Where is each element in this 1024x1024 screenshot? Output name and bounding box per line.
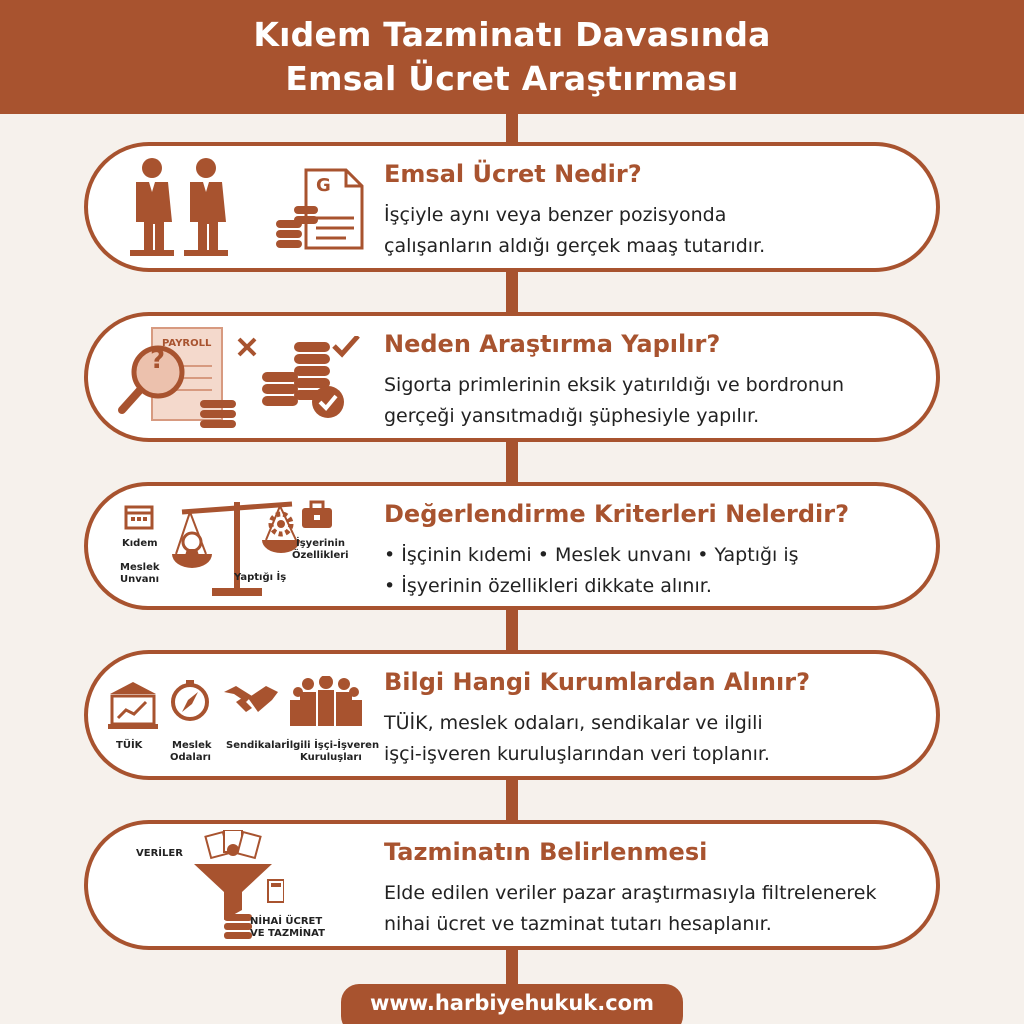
documents-icon (205, 830, 260, 858)
card-4-text-line-1: TÜİK, meslek odaları, sendikalar ve ilgili (384, 712, 763, 734)
card-2-illustration (118, 316, 378, 438)
scale-icon (172, 494, 302, 600)
card-neden-arastirma (84, 312, 940, 442)
payroll-label: PAYROLL (162, 338, 212, 349)
card-5-text-line-2: nihai ücret ve tazminat tutarı hesaplanır. (384, 913, 772, 935)
card-bilgi-kurumlar (84, 650, 940, 780)
card-1-text-line-2: çalışanların aldığı gerçek maaş tutarıdır. (384, 235, 766, 257)
label-ilgili-2: Kuruluşları (300, 752, 362, 763)
connector-line (506, 778, 518, 822)
website-url[interactable]: www.harbiyehukuk.com (341, 984, 683, 1024)
label-meslek-1: Meslek (120, 562, 160, 573)
label-ilgili-1: İlgili İşçi-İşveren (286, 740, 380, 751)
compass-icon (168, 678, 212, 722)
calendar-icon (124, 502, 154, 530)
worker-icon (182, 156, 230, 258)
page-title-line-1: Kıdem Tazminatı Davasında (253, 15, 771, 54)
label-nihai-2: VE TAZMİNAT (250, 928, 325, 939)
label-veriler: VERİLER (136, 848, 183, 859)
label-sendikalar: Sendikalar (226, 740, 287, 751)
label-meslek-1: Meslek (172, 740, 212, 751)
card-3-title: Değerlendirme Kriterleri Nelerdir? (384, 500, 849, 528)
card-1-illustration (118, 146, 378, 268)
worker-icon (128, 156, 176, 258)
connector-line (506, 608, 518, 652)
connector-line (506, 114, 518, 144)
card-1-text-line-1: İşçiyle aynı veya benzer pozisyonda (384, 204, 727, 226)
cross-icon (236, 336, 258, 358)
page-title-line-2: Emsal Ücret Araştırması (285, 59, 739, 98)
question-mark: ? (150, 345, 166, 375)
card-3-text-line-1: • İşçinin kıdemi • Meslek unvanı • Yaptığı iş (384, 544, 799, 566)
label-isyeri-2: Özellikleri (292, 550, 349, 561)
label-isyeri-1: İşyerinin (296, 538, 345, 549)
card-2-title: Neden Araştırma Yapılır? (384, 330, 721, 358)
connector-line (506, 270, 518, 314)
card-emsal-ucret-nedir (84, 142, 940, 272)
coins-icon (200, 400, 236, 428)
card-4-illustration (118, 654, 378, 776)
coins-icon (262, 336, 372, 426)
calculator-icon (268, 880, 284, 902)
card-3-illustration (118, 486, 378, 606)
label-nihai-1: NİHAİ ÜCRET (250, 916, 323, 927)
card-5-text-line-1: Elde edilen veriler pazar araştırmasıyla filtrelenerek (384, 882, 877, 904)
card-tazminatin-belirlenmesi (84, 820, 940, 950)
card-2-text-line-1: Sigorta primlerinin eksik yatırıldığı ve bordronun (384, 374, 845, 396)
building-chart-icon (108, 680, 158, 730)
label-yaptigi-is: Yaptığı İş (234, 572, 287, 583)
card-5-title: Tazminatın Belirlenmesi (384, 838, 708, 866)
card-1-title: Emsal Ücret Nedir? (384, 160, 642, 188)
card-4-title: Bilgi Hangi Kurumlardan Alınır? (384, 668, 810, 696)
doc-letter: G (316, 175, 331, 196)
card-2-text-line-2: gerçeği yansıtmadığı şüphesiyle yapılır. (384, 405, 760, 427)
card-degerlendirme-kriterleri (84, 482, 940, 610)
card-4-text-line-2: işçi-işveren kuruluşlarından veri toplanır. (384, 743, 770, 765)
card-5-illustration (118, 824, 378, 946)
check-icon (334, 336, 358, 354)
label-meslek-2: Odaları (170, 752, 211, 763)
briefcase-icon (300, 500, 334, 530)
connector-line (506, 948, 518, 984)
handshake-icon (222, 684, 280, 720)
connector-line (506, 440, 518, 484)
coins-icon (224, 914, 252, 939)
label-kidem: Kıdem (122, 538, 158, 549)
label-meslek-2: Unvanı (120, 574, 160, 585)
people-group-icon (290, 676, 362, 728)
label-tuik: TÜİK (116, 740, 143, 751)
header-banner (0, 0, 1024, 114)
card-3-text-line-2: • İşyerinin özellikleri dikkate alınır. (384, 575, 712, 597)
